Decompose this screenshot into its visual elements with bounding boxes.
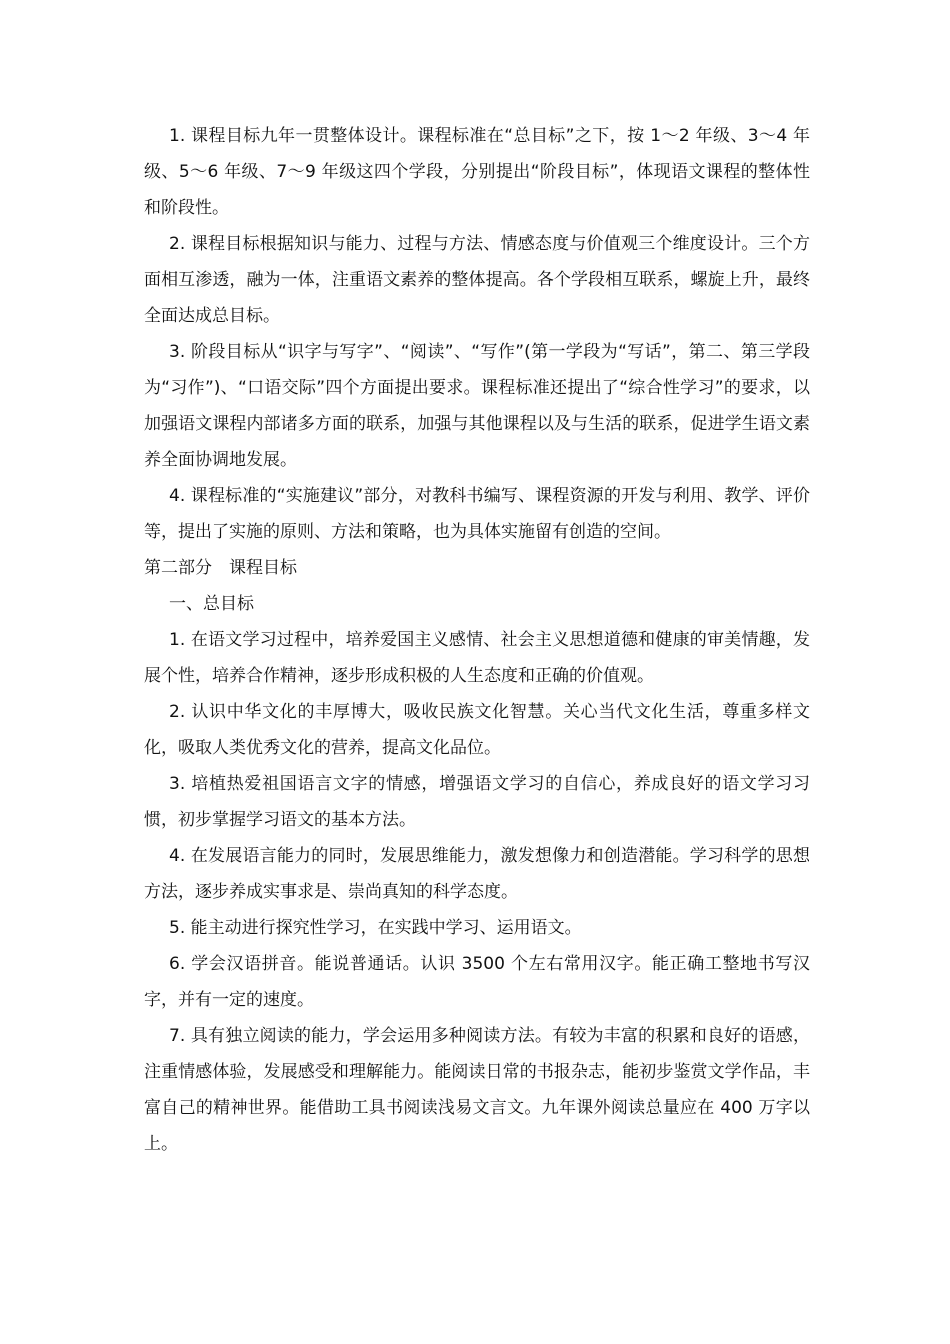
goal-item-2: 2. 认识中华文化的丰厚博大，吸收民族文化智慧。关心当代文化生活，尊重多样文化，吸取人类优秀文化的营养，提高文化品位。 [144,702,810,758]
goal-item-4: 4. 在发展语言能力的同时，发展思维能力，激发想像力和创造潜能。学习科学的思想方法，逐步养成实事求是、崇尚真知的科学态度。 [144,846,810,902]
goal-item-3: 3. 培植热爱祖国语言文字的情感，增强语文学习的自信心，养成良好的语文学习习惯，初步掌握学习语文的基本方法。 [144,774,810,830]
intro-item-3: 3. 阶段目标从“识字与写字”、“阅读”、“写作”(第一学段为“写话”，第二、第三学段为“习作”)、“口语交际”四个方面提出要求。课程标准还提出了“综合性学习”的要求，以加强语文课程内部诸多方面的联系，加强与其他课程以及与生活的联系，促进学生语文素养全面协调地发展。 [144,342,810,470]
document-body [144,118,810,1162]
intro-item-1: 1. 课程目标九年一贯整体设计。课程标准在“总目标”之下，按 1～2 年级、3～4 年级、5～6 年级、7～9 年级这四个学段，分别提出“阶段目标”，体现语文课程的整体性和阶段性。 [144,126,810,218]
goal-item-6: 6. 学会汉语拼音。能说普通话。认识 3500 个左右常用汉字。能正确工整地书写汉字，并有一定的速度。 [144,954,810,1010]
goal-item-5: 5. 能主动进行探究性学习，在实践中学习、运用语文。 [169,918,582,938]
intro-item-2: 2. 课程目标根据知识与能力、过程与方法、情感态度与价值观三个维度设计。三个方面相互渗透，融为一体，注重语文素养的整体提高。各个学段相互联系，螺旋上升，最终全面达成总目标。 [144,234,810,326]
intro-item-4: 4. 课程标准的“实施建议”部分，对教科书编写、课程资源的开发与利用、教学、评价等，提出了实施的原则、方法和策略，也为具体实施留有创造的空间。 [144,486,810,542]
subsection-title: 一、总目标 [169,594,254,614]
goal-item-7: 7. 具有独立阅读的能力，学会运用多种阅读方法。有较为丰富的积累和良好的语感，注重情感体验，发展感受和理解能力。能阅读日常的书报杂志，能初步鉴赏文学作品，丰富自己的精神世界。能借助工具书阅读浅易文言文。九年课外阅读总量应在 400 万字以上。 [144,1026,810,1154]
section-title: 第二部分 课程目标 [144,558,297,578]
goal-item-1: 1. 在语文学习过程中，培养爱国主义感情、社会主义思想道德和健康的审美情趣，发展个性，培养合作精神，逐步形成积极的人生态度和正确的价值观。 [144,630,810,686]
